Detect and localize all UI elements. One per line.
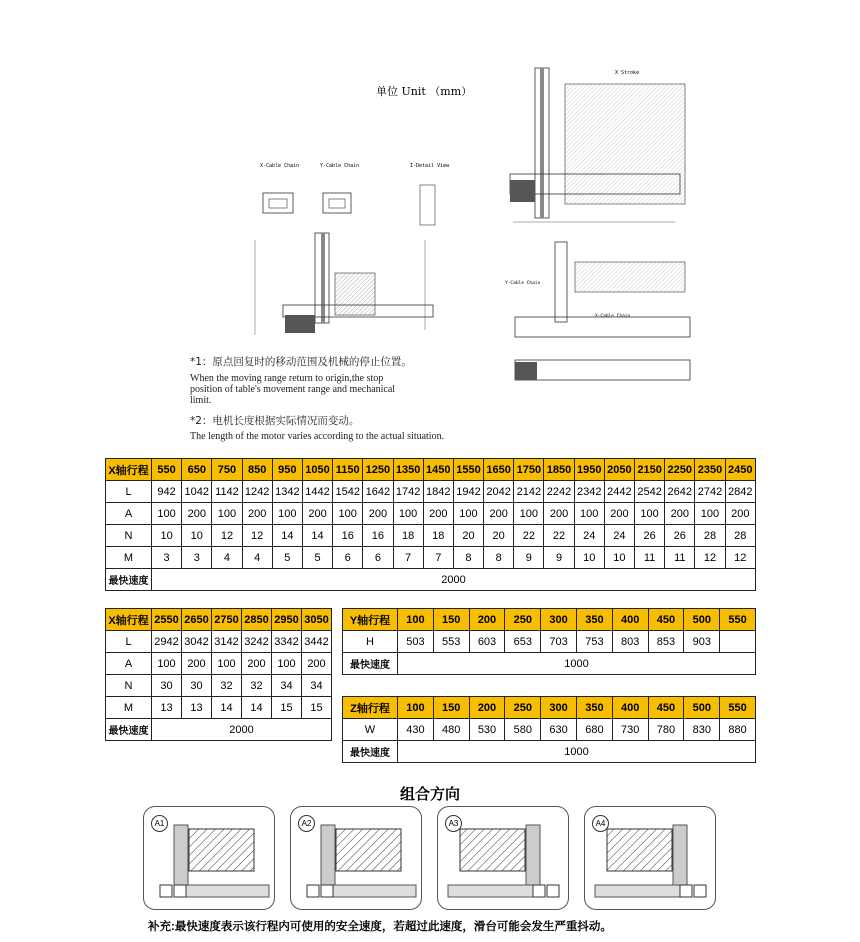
- table-header-cell: 2250: [665, 459, 695, 481]
- table-cell: 200: [544, 503, 574, 525]
- table-cell: 200: [302, 503, 332, 525]
- table-cell: 8: [453, 547, 483, 569]
- table-header-cell: 550: [720, 609, 756, 631]
- table-cell: 1742: [393, 481, 423, 503]
- table-cell: 703: [541, 631, 577, 653]
- row-label: L: [106, 481, 152, 503]
- table-header-label: X轴行程: [106, 459, 152, 481]
- table-cell: 200: [242, 503, 272, 525]
- table-row: [106, 653, 332, 675]
- table-cell: 100: [152, 503, 182, 525]
- table-header-cell: 1450: [423, 459, 453, 481]
- table-header-cell: 1650: [484, 459, 514, 481]
- table-cell: 2542: [635, 481, 665, 503]
- table-header-cell: 250: [505, 609, 541, 631]
- table-cell: 7: [393, 547, 423, 569]
- table-header-cell: 2450: [725, 459, 755, 481]
- table-cell: 753: [576, 631, 612, 653]
- table-header-cell: 500: [684, 609, 720, 631]
- table-cell: 15: [302, 697, 332, 719]
- table-cell: 100: [695, 503, 725, 525]
- table-cell: 803: [612, 631, 648, 653]
- x-cable-label: X-Cable Chain: [260, 163, 300, 169]
- table-header-cell: 250: [505, 697, 541, 719]
- panel-label: A4: [592, 815, 609, 832]
- detail-view-label: I-Detail View: [410, 163, 450, 169]
- table-cell: 30: [182, 675, 212, 697]
- table-cell: 9: [544, 547, 574, 569]
- x-axis-table-2: [105, 608, 332, 741]
- y-cable-label: Y-Cable Chain: [320, 163, 360, 169]
- table-cell: 24: [574, 525, 604, 547]
- panel-label: A2: [298, 815, 315, 832]
- table-cell: 10: [604, 547, 634, 569]
- table-cell: 880: [720, 719, 756, 741]
- table-header-cell: 1550: [453, 459, 483, 481]
- table-cell: 32: [212, 675, 242, 697]
- table-header-row: [106, 609, 332, 631]
- table-header-cell: 2950: [272, 609, 302, 631]
- speed-row: [343, 653, 756, 675]
- table-cell: 830: [684, 719, 720, 741]
- x-axis-table-1: [105, 458, 756, 591]
- table-cell: 630: [541, 719, 577, 741]
- table-cell: 18: [393, 525, 423, 547]
- table-header-cell: 1750: [514, 459, 544, 481]
- table-row: [106, 503, 756, 525]
- table-cell: 4: [242, 547, 272, 569]
- speed-value: 1000: [398, 741, 756, 763]
- table-cell: 100: [152, 653, 182, 675]
- table-cell: 1642: [363, 481, 393, 503]
- table-cell: 3142: [212, 631, 242, 653]
- row-label: N: [106, 525, 152, 547]
- table-header-cell: 2350: [695, 459, 725, 481]
- note-1-en-2: position of table's movement range and mechanical: [190, 384, 396, 395]
- combination-panel-a4: [584, 806, 716, 910]
- combination-icon: [291, 807, 423, 911]
- row-label: A: [106, 503, 152, 525]
- table-cell: 200: [242, 653, 272, 675]
- table-cell: 200: [182, 503, 212, 525]
- combination-icon: [585, 807, 717, 911]
- table-cell: 13: [182, 697, 212, 719]
- table-cell: 24: [604, 525, 634, 547]
- table-cell: 26: [665, 525, 695, 547]
- row-label: N: [106, 675, 152, 697]
- technical-drawing-right: [495, 62, 695, 392]
- speed-label: 最快速度: [343, 741, 398, 763]
- table-row: [106, 675, 332, 697]
- table-cell: 1042: [182, 481, 212, 503]
- table-header-row: [106, 459, 756, 481]
- x-stroke-label: X Stroke: [615, 70, 640, 76]
- table-cell: 7: [423, 547, 453, 569]
- table-cell: 100: [393, 503, 423, 525]
- table-header-row: [343, 697, 756, 719]
- table-header-cell: 350: [576, 609, 612, 631]
- row-label: A: [106, 653, 152, 675]
- y-axis-table: [342, 608, 756, 675]
- speed-row: [343, 741, 756, 763]
- table-cell: 503: [398, 631, 434, 653]
- table-row: [343, 631, 756, 653]
- table-cell: 14: [272, 525, 302, 547]
- table-header-cell: 750: [212, 459, 242, 481]
- table-cell: 28: [695, 525, 725, 547]
- table-cell: 200: [665, 503, 695, 525]
- table-cell: 1942: [453, 481, 483, 503]
- table-cell: 18: [423, 525, 453, 547]
- table-header-label: Z轴行程: [343, 697, 398, 719]
- table-cell: 2642: [665, 481, 695, 503]
- panel-label: A3: [445, 815, 462, 832]
- section-title: 组合方向: [399, 786, 460, 803]
- table-cell: 14: [212, 697, 242, 719]
- table-cell: 2442: [604, 481, 634, 503]
- table-cell: 26: [635, 525, 665, 547]
- table-cell: 1542: [333, 481, 363, 503]
- table-cell: 8: [484, 547, 514, 569]
- table-cell: 2042: [484, 481, 514, 503]
- table-header-cell: 2150: [635, 459, 665, 481]
- table-header-cell: 100: [398, 609, 434, 631]
- table-cell: 15: [272, 697, 302, 719]
- table-cell: 1342: [272, 481, 302, 503]
- table-header-cell: 1350: [393, 459, 423, 481]
- table-cell: 853: [648, 631, 684, 653]
- table-cell: 100: [272, 503, 302, 525]
- table-cell: 680: [576, 719, 612, 741]
- table-cell: 5: [302, 547, 332, 569]
- table-header-cell: 1250: [363, 459, 393, 481]
- row-label: L: [106, 631, 152, 653]
- table-cell: 2942: [152, 631, 182, 653]
- row-label: W: [343, 719, 398, 741]
- table-header-cell: 150: [433, 609, 469, 631]
- unit-label: 单位 Unit （mm）: [376, 85, 473, 98]
- table-cell: 20: [484, 525, 514, 547]
- table-cell: 100: [333, 503, 363, 525]
- table-header-cell: 2750: [212, 609, 242, 631]
- table-cell: 16: [333, 525, 363, 547]
- table-cell: 1242: [242, 481, 272, 503]
- table-header-cell: 150: [433, 697, 469, 719]
- speed-row: [106, 719, 332, 741]
- table-cell: 653: [505, 631, 541, 653]
- table-header-cell: 2850: [242, 609, 272, 631]
- table-cell: 1142: [212, 481, 242, 503]
- table-cell: 530: [469, 719, 505, 741]
- table-cell: 903: [684, 631, 720, 653]
- note-2-cn: *2：电机长度根据实际情况而变动。: [190, 415, 360, 427]
- table-row: [106, 525, 756, 547]
- table-cell: 2142: [514, 481, 544, 503]
- table-header-row: [343, 609, 756, 631]
- table-cell: 2342: [574, 481, 604, 503]
- table-header-cell: 100: [398, 697, 434, 719]
- speed-label: 最快速度: [106, 569, 152, 591]
- table-cell: 3: [152, 547, 182, 569]
- table-cell: 3442: [302, 631, 332, 653]
- table-cell: 3042: [182, 631, 212, 653]
- combination-panel-a2: [290, 806, 422, 910]
- table-cell: 12: [242, 525, 272, 547]
- table-header-cell: 950: [272, 459, 302, 481]
- combination-icon: [438, 807, 570, 911]
- table-header-cell: 200: [469, 609, 505, 631]
- table-header-cell: 1150: [333, 459, 363, 481]
- speed-label: 最快速度: [106, 719, 152, 741]
- table-header-cell: 300: [541, 697, 577, 719]
- table-header-cell: 350: [576, 697, 612, 719]
- table-cell: 20: [453, 525, 483, 547]
- table-cell: 6: [363, 547, 393, 569]
- table-cell: 1442: [302, 481, 332, 503]
- table-cell: 22: [544, 525, 574, 547]
- table-cell: 100: [272, 653, 302, 675]
- combination-panel-a1: [143, 806, 275, 910]
- table-cell: 100: [514, 503, 544, 525]
- technical-drawing-left: [235, 155, 450, 355]
- table-cell: 11: [665, 547, 695, 569]
- table-header-cell: 450: [648, 609, 684, 631]
- table-cell: 2742: [695, 481, 725, 503]
- speed-label: 最快速度: [343, 653, 398, 675]
- y-cable-label-right: Y-Cable Chain: [505, 281, 541, 286]
- combination-icon: [144, 807, 276, 911]
- table-cell: 553: [433, 631, 469, 653]
- row-label: M: [106, 547, 152, 569]
- speed-value: 2000: [152, 569, 756, 591]
- note-1-cn: *1：原点回复时的移动范围及机械的停止位置。: [190, 356, 412, 368]
- table-cell: 100: [212, 503, 242, 525]
- table-cell: 100: [635, 503, 665, 525]
- table-cell: 5: [272, 547, 302, 569]
- table-cell: 603: [469, 631, 505, 653]
- table-header-label: X轴行程: [106, 609, 152, 631]
- row-label: M: [106, 697, 152, 719]
- table-cell: 200: [423, 503, 453, 525]
- table-header-cell: 550: [720, 697, 756, 719]
- speed-row: [106, 569, 756, 591]
- table-cell: 12: [725, 547, 755, 569]
- note-1-en-1: When the moving range return to origin,the stop: [190, 373, 384, 384]
- table-cell: 200: [604, 503, 634, 525]
- table-cell: 100: [212, 653, 242, 675]
- x-cable-label-right: X-Cable Chain: [595, 314, 631, 319]
- note-1-en-3: limit.: [190, 395, 212, 406]
- table-header-cell: 2550: [152, 609, 182, 631]
- table-cell: 2242: [544, 481, 574, 503]
- table-cell: 6: [333, 547, 363, 569]
- table-cell: 480: [433, 719, 469, 741]
- table-cell: 34: [272, 675, 302, 697]
- footnote: 补充:最快速度表示该行程内可使用的安全速度，若超过此速度，滑台可能会发生严重抖动。: [148, 921, 612, 933]
- table-cell: 28: [725, 525, 755, 547]
- table-cell: 200: [484, 503, 514, 525]
- table-cell: 22: [514, 525, 544, 547]
- table-row: [106, 481, 756, 503]
- table-cell: 200: [725, 503, 755, 525]
- table-cell: 780: [648, 719, 684, 741]
- table-cell: 3: [182, 547, 212, 569]
- table-cell: 12: [695, 547, 725, 569]
- table-row: [106, 547, 756, 569]
- table-cell: 580: [505, 719, 541, 741]
- table-cell: 34: [302, 675, 332, 697]
- table-cell: 3242: [242, 631, 272, 653]
- table-row: [343, 719, 756, 741]
- table-cell: 12: [212, 525, 242, 547]
- table-cell: 10: [182, 525, 212, 547]
- speed-value: 1000: [398, 653, 756, 675]
- table-header-cell: 2650: [182, 609, 212, 631]
- table-cell: 942: [152, 481, 182, 503]
- table-cell: 14: [242, 697, 272, 719]
- table-header-cell: 3050: [302, 609, 332, 631]
- table-cell: 100: [574, 503, 604, 525]
- panel-label: A1: [151, 815, 168, 832]
- table-cell: 730: [612, 719, 648, 741]
- table-cell: 3342: [272, 631, 302, 653]
- table-header-cell: 400: [612, 609, 648, 631]
- table-header-label: Y轴行程: [343, 609, 398, 631]
- table-cell: 32: [242, 675, 272, 697]
- table-cell: 9: [514, 547, 544, 569]
- table-header-cell: 1950: [574, 459, 604, 481]
- table-header-cell: 300: [541, 609, 577, 631]
- table-header-cell: 550: [152, 459, 182, 481]
- table-cell: 4: [212, 547, 242, 569]
- table-cell: 200: [363, 503, 393, 525]
- table-cell: 14: [302, 525, 332, 547]
- speed-value: 2000: [152, 719, 332, 741]
- z-axis-table: [342, 696, 756, 763]
- table-cell: 11: [635, 547, 665, 569]
- table-cell: 200: [182, 653, 212, 675]
- table-cell: 2842: [725, 481, 755, 503]
- table-header-cell: 1850: [544, 459, 574, 481]
- table-cell: 430: [398, 719, 434, 741]
- table-cell: 200: [302, 653, 332, 675]
- table-row: [106, 631, 332, 653]
- table-cell: 100: [453, 503, 483, 525]
- table-header-cell: 650: [182, 459, 212, 481]
- table-cell: 30: [152, 675, 182, 697]
- table-header-cell: 850: [242, 459, 272, 481]
- table-cell: [720, 631, 756, 653]
- note-2-en: The length of the motor varies according to the actual situation.: [190, 431, 445, 442]
- table-header-cell: 1050: [302, 459, 332, 481]
- row-label: H: [343, 631, 398, 653]
- table-cell: 13: [152, 697, 182, 719]
- table-cell: 16: [363, 525, 393, 547]
- table-cell: 10: [574, 547, 604, 569]
- table-header-cell: 450: [648, 697, 684, 719]
- table-header-cell: 200: [469, 697, 505, 719]
- table-row: [106, 697, 332, 719]
- table-cell: 10: [152, 525, 182, 547]
- table-header-cell: 2050: [604, 459, 634, 481]
- table-cell: 1842: [423, 481, 453, 503]
- table-header-cell: 400: [612, 697, 648, 719]
- table-header-cell: 500: [684, 697, 720, 719]
- combination-panel-a3: [437, 806, 569, 910]
